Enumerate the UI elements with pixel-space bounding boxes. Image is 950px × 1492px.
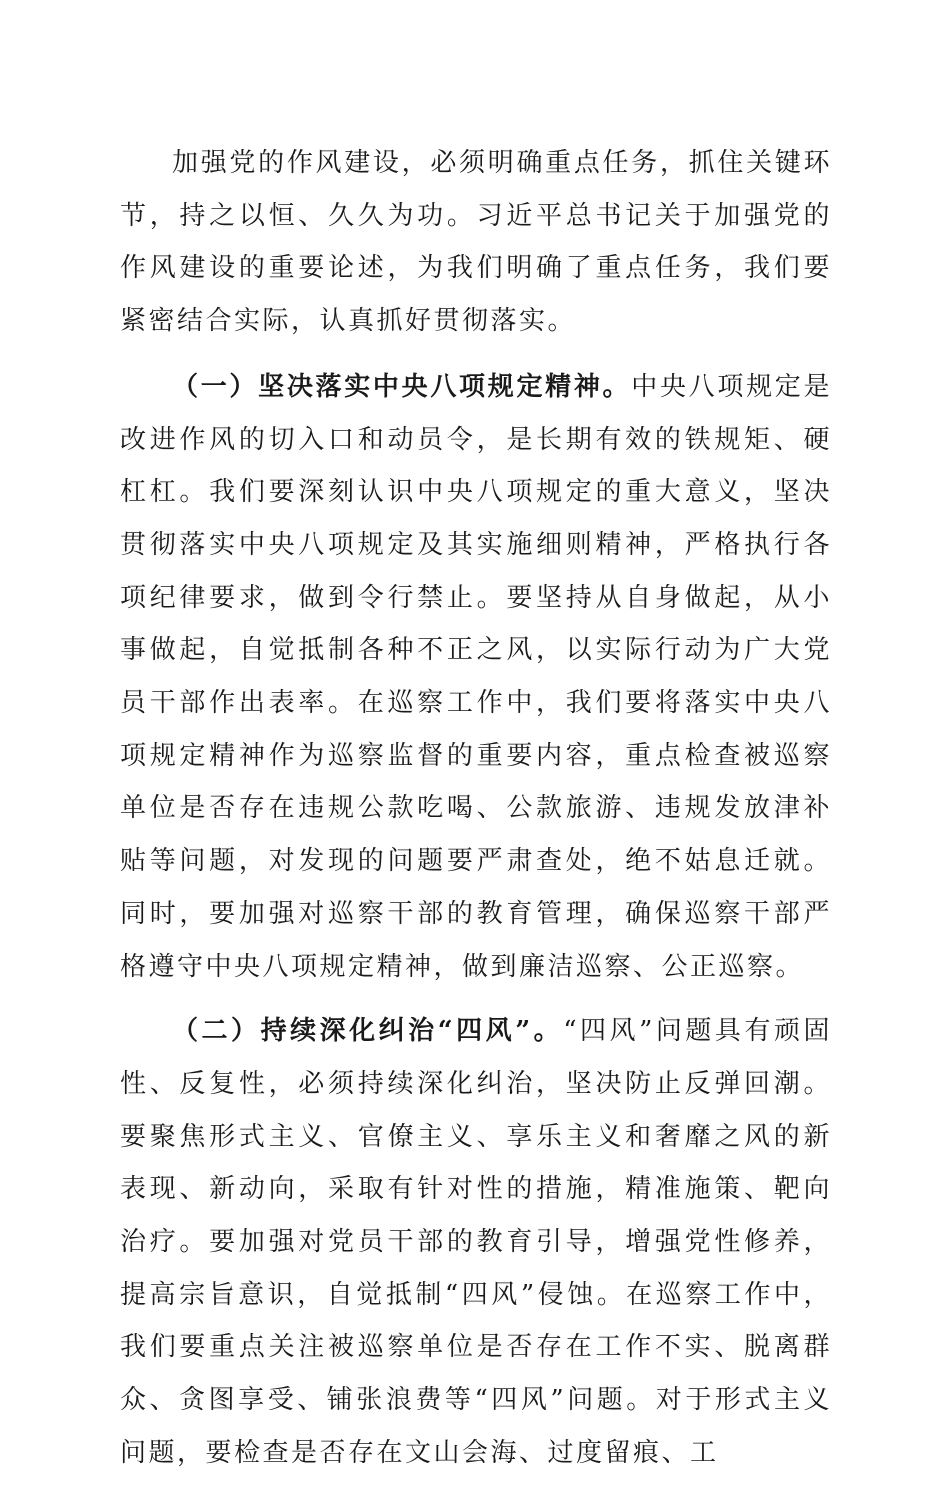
section-2-paragraph	[120, 1005, 832, 1479]
section-2-body: “四风”问题具有顽固性、反复性，必须持续深化纠治，坚决防止反弹回潮。要聚焦形式主义、官僚主义、享乐主义和奢靡之风的新表现、新动向，采取有针对性的措施，精准施策、靶向治疗。要加强对党员干部的教育引导，增强党性修养，提高宗旨意识，自觉抵制“四风”侵蚀。在巡察工作中，我们要重点关注被巡察单位是否存在工作不实、脱离群众、贪图享受、铺张浪费等“四风”问题。对于形式主义问题，要检查是否存在文山会海、过度留痕、工	[120, 1016, 832, 1468]
section-1-paragraph	[120, 361, 832, 993]
section-2-heading: （二）持续深化纠治“四风”。	[172, 1016, 564, 1047]
intro-paragraph	[120, 137, 832, 348]
section-1-body: 中央八项规定是改进作风的切入口和动员令，是长期有效的铁规矩、硬杠杠。我们要深刻认识中央八项规定的重大意义，坚决贯彻落实中央八项规定及其实施细则精神，严格执行各项纪律要求，做到令行禁止。要坚持从自身做起，从小事做起，自觉抵制各种不正之风，以实际行动为广大党员干部作出表率。在巡察工作中，我们要将落实中央八项规定精神作为巡察监督的重要内容，重点检查被巡察单位是否存在违规公款吃喝、公款旅游、违规发放津补贴等问题，对发现的问题要严肃查处，绝不姑息迁就。同时，要加强对巡察干部的教育管理，确保巡察干部严格遵守中央八项规定精神，做到廉洁巡察、公正巡察。	[120, 371, 832, 982]
section-1-heading: （一）坚决落实中央八项规定精神。	[172, 371, 632, 402]
intro-paragraph-text: 加强党的作风建设，必须明确重点任务，抓住关键环节，持之以恒、久久为功。习近平总书记关于加强党的作风建设的重要论述，为我们明确了重点任务，我们要紧密结合实际，认真抓好贯彻落实。	[120, 148, 832, 337]
document-body	[120, 137, 832, 1492]
